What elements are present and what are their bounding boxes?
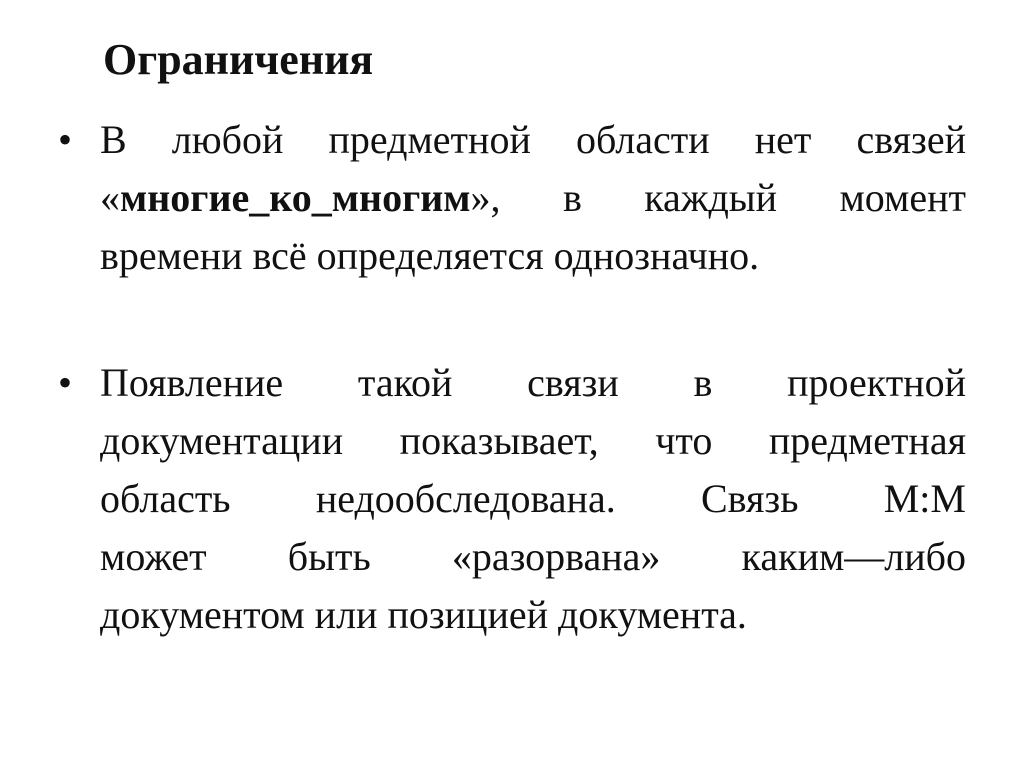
bullet-marker-1: • <box>58 117 73 162</box>
bullet-2-line-3: область недообследована. Связь М:М <box>100 476 966 521</box>
bullet-2-line-1: Появление такой связи в проектной <box>100 360 966 405</box>
slide-title: Ограничения <box>103 35 374 84</box>
many-to-many-term: многие_ко_многим <box>120 175 471 220</box>
bullet-2-line-4: может быть «разорвана» каким—либо <box>100 534 966 579</box>
bullet-2-line-2: документации показывает, что предметная <box>100 418 966 463</box>
bullet-1-line-1: В любой предметной области нет связей <box>100 117 966 162</box>
bullet-2-line-5: документом или позицией документа. <box>100 592 747 637</box>
bullet-text-1 <box>100 111 966 285</box>
bullet-marker-2: • <box>58 360 73 405</box>
bullet-1-line-3: времени всё определяется однозначно. <box>100 233 760 278</box>
bullet-text-2 <box>100 354 966 644</box>
bullet-1-line-2-rest: », в каждый момент <box>470 175 966 220</box>
open-quote: « <box>100 175 120 220</box>
bullet-1-line-2 <box>100 169 966 227</box>
